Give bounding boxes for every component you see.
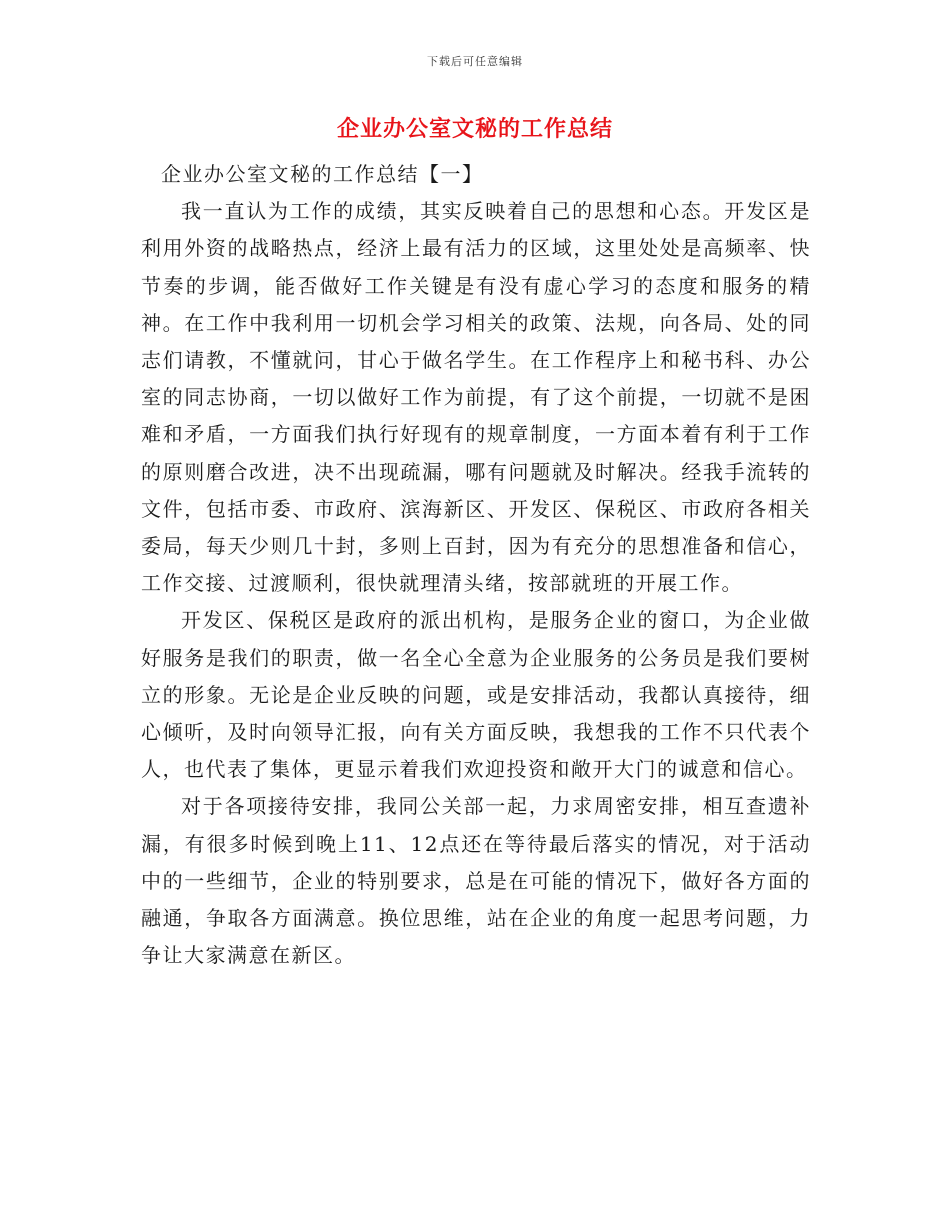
paragraph-1: 我一直认为工作的成绩，其实反映着自己的思想和心态。开发区是利用外资的战略热点，经济上最有活力的区域，这里处处是高频率、快节奏的步调，能否做好工作关键是有没有虚心学习的态度和服务的精神。在工作中我利用一切机会学习相关的政策、法规，向各局、处的同志们请教，不懂就问，甘心于做名学生。在工作程序上和秘书科、办公室的同志协商，一切以做好工作为前提，有了这个前提，一切就不是困难和矛盾，一方面我们执行好现有的规章制度，一方面本着有利于工作的原则磨合改进，决不出现疏漏，哪有问题就及时解决。经我手流转的文件，包括市委、市政府、滨海新区、开发区、保税区、市政府各相关委局，每天少则几十封，多则上百封，因为有充分的思想准备和信心，工作交接、过渡顺利，很快就理清头绪，按部就班的开展工作。 xyxy=(141,199,811,596)
section-subtitle: 企业办公室文秘的工作总结【一】 xyxy=(161,162,484,186)
paragraph-3: 对于各项接待安排，我同公关部一起，力求周密安排，相互查遗补漏，有很多时候到晚上11、12点还在等待最后落实的情况，对于活动中的一些细节，企业的特别要求，总是在可能的情况下，做好各方面的融通，争取各方面满意。换位思维，站在企业的角度一起思考问题，力争让大家满意在新区。 xyxy=(141,794,811,968)
document-body xyxy=(141,156,811,974)
document-title: 企业办公室文秘的工作总结 xyxy=(336,117,613,142)
page-header-note: 下载后可任意编辑 xyxy=(427,55,523,68)
paragraph-2: 开发区、保税区是政府的派出机构，是服务企业的窗口，为企业做好服务是我们的职责，做一名全心全意为企业服务的公务员是我们要树立的形象。无论是企业反映的问题，或是安排活动，我都认真接待，细心倾听，及时向领导汇报，向有关方面反映，我想我的工作不只代表个人，也代表了集体，更显示着我们欢迎投资和敞开大门的诚意和信心。 xyxy=(141,608,811,782)
